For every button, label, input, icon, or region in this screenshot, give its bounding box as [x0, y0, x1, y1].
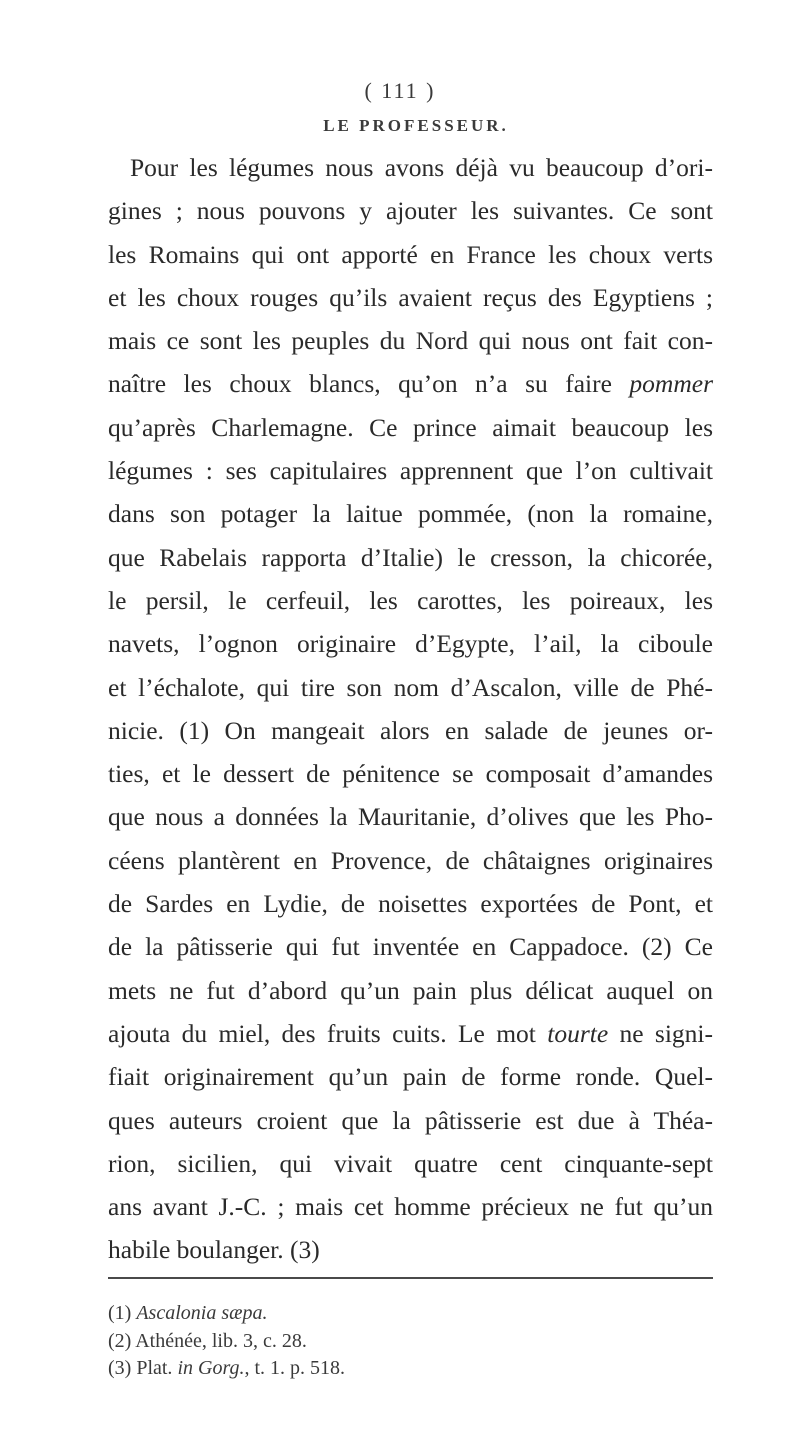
text-line: de Sardes en Lydie, de noisettes exportées de Pont, et: [108, 889, 713, 919]
text-line: dans son potager la laitue pommée, (non la romaine,: [108, 499, 713, 529]
text-line: les Romains qui ont apporté en France les choux verts: [108, 239, 713, 269]
footnote-italic: in Gorg.: [177, 1357, 245, 1379]
text-line: navets, l’ognon originaire d’Egypte, l’ail, la ciboule: [108, 629, 713, 659]
footnote-3: [108, 1355, 713, 1383]
text-segment: naître les choux blancs, qu’on n’a su faire: [108, 369, 612, 399]
text-line: [108, 362, 713, 405]
text-line: et l’échalote, qui tire son nom d’Ascalon, ville de Phé-: [108, 672, 713, 702]
footnotes: [108, 1300, 713, 1383]
text-line: mets ne fut d’abord qu’un pain plus délicat auquel on: [108, 975, 713, 1005]
text-line: Pour les légumes nous avons déjà vu beaucoup d’ori-: [130, 153, 713, 182]
text-line: ques auteurs croient que la pâtisserie est due à Théa-: [108, 1105, 713, 1135]
text-line: rion, sicilien, qui vivait quatre cent cinquante-sept: [108, 1148, 713, 1178]
text-line: ans avant J.-C. ; mais cet homme précieux ne fut qu’un: [108, 1192, 713, 1222]
footnote-1: [108, 1300, 713, 1328]
text-segment: ne signi-: [608, 1018, 714, 1048]
text-line: légumes : ses capitulaires apprennent que l’on cultivait: [108, 456, 713, 486]
text-line: et les choux rouges qu’ils avaient reçus des Egyptiens ;: [108, 282, 713, 312]
text-line: fiait originairement qu’un pain de forme ronde. Quel-: [108, 1062, 713, 1092]
footnote-text: Ascalonia sæpa.: [136, 1302, 268, 1324]
text-line: qu’après Charlemagne. Ce prince aimait beaucoup les: [108, 412, 713, 442]
text-line: [108, 1012, 713, 1055]
italic-word-tourte: tourte: [547, 1018, 609, 1048]
text-line: que nous a données la Mauritanie, d’olives que les Pho-: [108, 802, 713, 832]
footnote-text: (3) Plat.: [108, 1357, 178, 1379]
page-number: ( 111 ): [364, 78, 436, 103]
text-segment: ajouta du miel, des fruits cuits. Le mot: [108, 1018, 536, 1048]
text-line: le persil, le cerfeuil, les carottes, les poireaux, les: [108, 585, 713, 615]
text-line: nicie. (1) On mangeait alors en salade de jeunes or-: [108, 715, 713, 745]
text-line: habile boulanger. (3): [108, 1235, 320, 1265]
body-text: [108, 146, 713, 1272]
text-line: ties, et le dessert de pénitence se composait d’amandes: [108, 759, 713, 789]
text-line: de la pâtisserie qui fut inventée en Cappadoce. (2) Ce: [108, 932, 713, 962]
footnote-divider: [108, 1277, 713, 1279]
section-heading: LE PROFESSEUR.: [323, 116, 509, 135]
footnote-mark: (1): [108, 1302, 137, 1324]
footnote-text: , t. 1. p. 518.: [244, 1357, 346, 1379]
footnote-2: (2) Athénée, lib. 3, c. 28.: [108, 1329, 307, 1352]
text-line: gines ; nous pouvons y ajouter les suivantes. Ce sont: [108, 196, 713, 226]
text-line: céens plantèrent en Provence, de châtaignes originaires: [108, 845, 713, 875]
italic-word-pommer: pommer: [629, 369, 713, 399]
text-line: que Rabelais rapporta d’Italie) le cresson, la chicorée,: [108, 542, 713, 572]
text-line: mais ce sont les peuples du Nord qui nous ont fait con-: [108, 326, 713, 356]
